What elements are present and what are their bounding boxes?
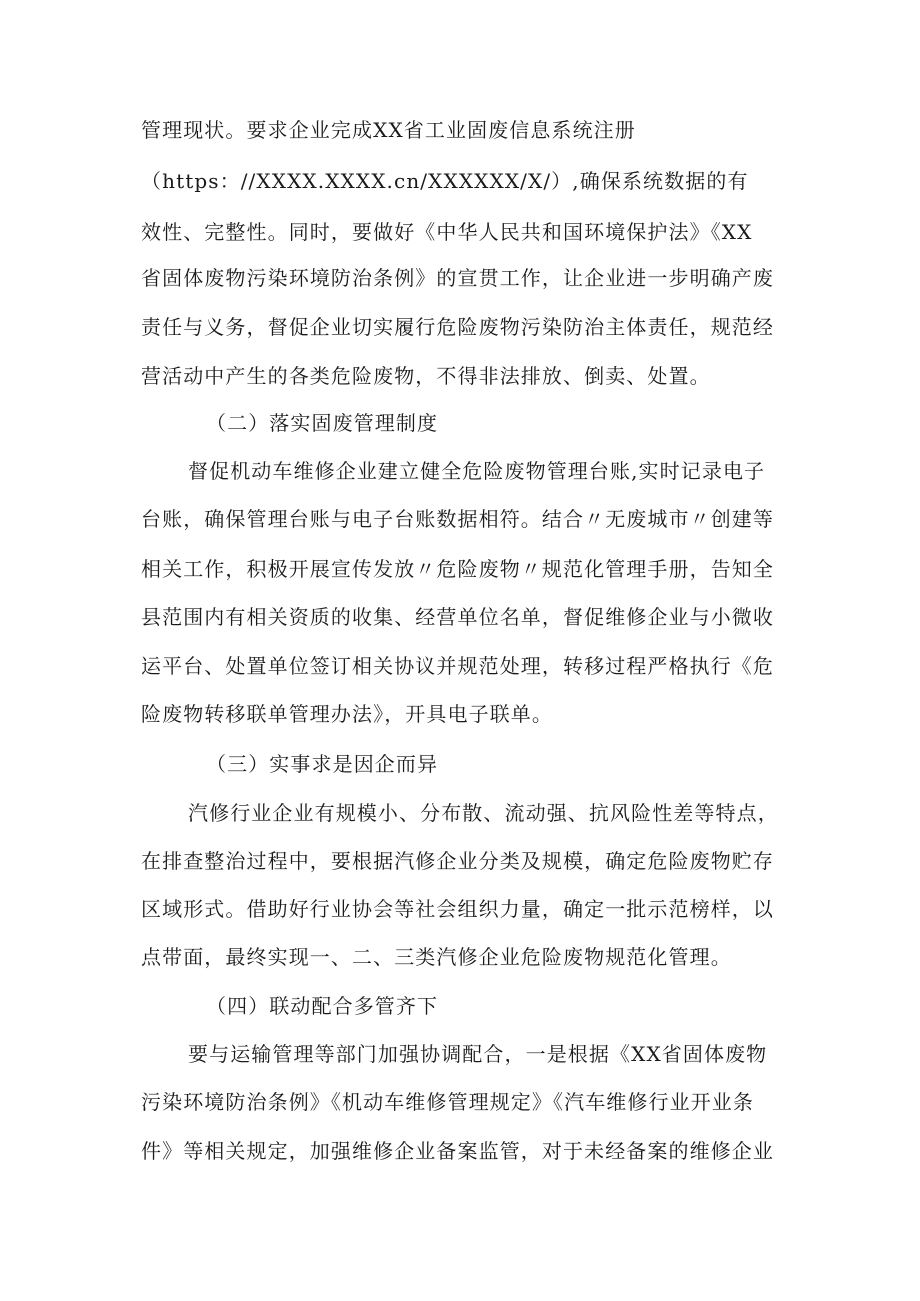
body-text-line: 督促机动车维修企业建立健全危险废物管理台账,实时记录电子 — [188, 459, 766, 483]
body-text-line: 县范围内有相关资质的收集、经营单位名单，督促维修企业与小微收 — [141, 605, 774, 629]
body-text-line: 效性、完整性。同时，要做好《中华人民共和国环境保护法》《XX — [141, 220, 753, 244]
body-text-line: 相关工作，积极开展宣传发放〃危险废物〃规范化管理手册，告知全 — [141, 557, 774, 581]
body-text-line: 污染环境防治条例》《机动车维修管理规定》《汽车维修行业开业条 — [141, 1090, 754, 1114]
body-text-line: 运平台、处置单位签订相关协议并规范处理，转移过程严格执行《危 — [141, 654, 774, 678]
body-text-line: 区域形式。借助好行业协会等社会组织力量，确定一批示范榜样，以 — [141, 897, 774, 921]
body-text-line: 汽修行业企业有规模小、分布散、流动强、抗风险性差等特点， — [188, 801, 779, 825]
body-text-line: 要与运输管理等部门加强协调配合，一是根据《XX省固体废物 — [188, 1042, 768, 1066]
section-heading: （二）落实固废管理制度 — [206, 411, 439, 435]
body-text-line: 点带面，最终实现一、二、三类汽修企业危险废物规范化管理。 — [141, 945, 732, 969]
body-text-line: （https：//XXXX.XXXX.cn/XXXXXX/X/）,确保系统数据的有 — [141, 169, 749, 193]
body-text-line: 险废物转移联单管理办法》，开具电子联单。 — [141, 702, 553, 726]
body-text-line: 件》等相关规定，加强维修企业备案监管，对于未经备案的维修企业 — [141, 1139, 774, 1163]
body-text-line: 在排查整治过程中，要根据汽修企业分类及规模，确定危险废物贮存 — [141, 849, 774, 873]
body-text-line: 营活动中产生的各类危险废物，不得非法排放、倒卖、处置。 — [141, 364, 711, 388]
section-heading: （四）联动配合多管齐下 — [206, 994, 439, 1018]
body-text-line: 台账，确保管理台账与电子台账数据相符。结合〃无废城市〃创建等 — [141, 507, 774, 531]
section-heading: （三）实事求是因企而异 — [206, 752, 439, 776]
body-text-line: 责任与义务，督促企业切实履行危险废物污染防治主体责任，规范经 — [141, 315, 774, 339]
body-text-line: 省固体废物污染环境防治条例》的宣贯工作，让企业进一步明确产废 — [141, 266, 774, 290]
body-text-line: 管理现状。要求企业完成XX省工业固废信息系统注册 — [141, 118, 636, 142]
